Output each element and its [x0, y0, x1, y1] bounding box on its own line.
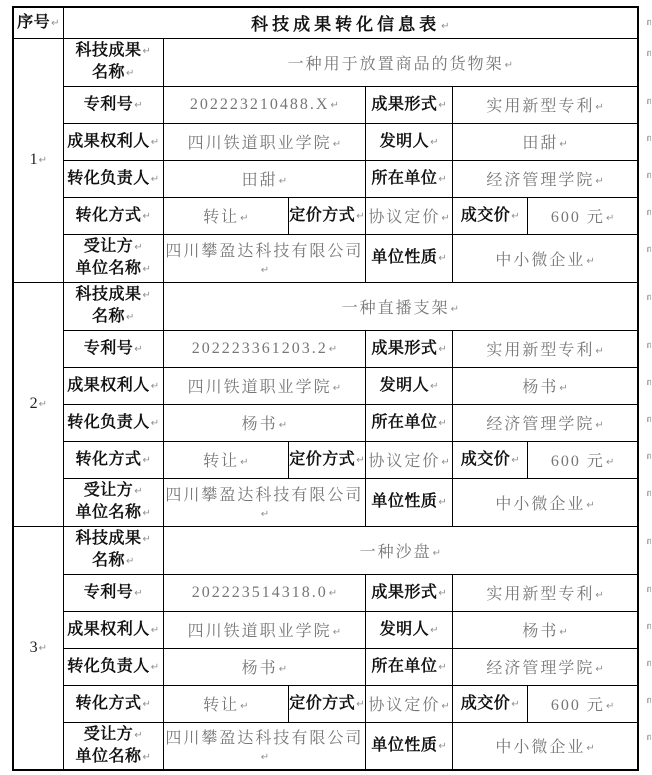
assignee-value: [163, 722, 365, 770]
table-title: 科技成果转化信息表↵: [251, 15, 450, 35]
label-text: 发明人↵: [380, 621, 439, 638]
assignee-value: [163, 234, 365, 282]
paragraph-mark: ↵: [559, 139, 568, 150]
serial-number: 1↵: [29, 151, 47, 168]
label-line: 受让方↵: [84, 482, 143, 499]
paragraph-mark: ↵: [595, 346, 604, 357]
method-label: [63, 197, 163, 234]
paragraph-mark: ↵: [432, 547, 442, 559]
form-value: [453, 330, 651, 367]
value-text: 实用新型专利↵: [486, 98, 604, 115]
paragraph-mark: ↵: [38, 399, 47, 410]
manager-value: [163, 404, 365, 441]
achievement-name-value: [163, 526, 651, 574]
value-text: 600 元↵: [550, 697, 615, 714]
label-text: 发明人↵: [380, 377, 439, 394]
value-text: 杨书↵: [241, 660, 288, 677]
owner-label: [63, 367, 163, 404]
owner-value: [163, 611, 365, 648]
pricing-label: [288, 197, 365, 234]
paragraph-mark: ↵: [511, 210, 520, 222]
paragraph-mark: ↵: [125, 556, 135, 567]
label-line: 名称↵: [92, 308, 134, 325]
value-text: 一种沙盘↵: [359, 543, 442, 561]
paragraph-mark: ↵: [278, 420, 288, 431]
paragraph-mark: ↵: [595, 664, 604, 675]
paragraph-mark: ↵: [142, 290, 151, 301]
paragraph-mark: ↵: [438, 173, 447, 185]
table-row: [13, 441, 638, 478]
value-text: 转让↵: [203, 697, 249, 714]
achievement-name-label: [63, 38, 163, 86]
label-text: 成果形式↵: [371, 584, 446, 601]
row-end-mark: ╻┐: [645, 693, 651, 703]
paragraph-mark: ↵: [150, 417, 160, 429]
paragraph-mark: ↵: [332, 383, 342, 394]
value-text: 实用新型专利↵: [486, 342, 604, 359]
paragraph-mark: ↵: [511, 698, 520, 710]
table-row: [13, 123, 638, 160]
table-row: [13, 160, 638, 197]
table-title-cell: [63, 7, 651, 38]
label-text: 转化方式↵: [75, 451, 150, 468]
unit-label: [366, 160, 453, 197]
table-row: [13, 478, 638, 526]
achievement-name-label: [63, 282, 163, 330]
table-row: [13, 86, 638, 123]
owner-label: [63, 611, 163, 648]
row-end-mark: ╻┐: [645, 205, 651, 215]
serial-number: 3↵: [29, 638, 47, 656]
manager-value: [163, 648, 365, 685]
manager-value: [163, 160, 365, 197]
value-text: 转让↵: [203, 209, 249, 226]
paragraph-mark: ↵: [150, 380, 160, 392]
achievement-name-label: [63, 526, 163, 574]
paragraph-mark: ↵: [142, 698, 151, 710]
paragraph-mark: ↵: [142, 46, 151, 57]
table-row: [13, 685, 638, 722]
label-text: 发明人↵: [380, 133, 439, 150]
tech-transfer-table: [12, 6, 651, 771]
price-value: [528, 441, 651, 478]
value-text: 经济管理学院↵: [486, 416, 604, 433]
paragraph-mark: ↵: [595, 102, 604, 113]
paragraph-mark: ↵: [51, 17, 60, 29]
owner-value: [163, 367, 365, 404]
row-end-mark: ╻┐: [645, 16, 651, 25]
row-end-mark: ╻┐: [645, 242, 651, 252]
label-text: 单位性质↵: [371, 493, 446, 510]
paragraph-mark: ↵: [142, 454, 151, 466]
row-end-mark: ╻┐: [645, 131, 651, 141]
table-row: [13, 330, 638, 367]
paragraph-mark: ↵: [438, 661, 447, 673]
price-label: [453, 441, 528, 478]
paragraph-mark: ↵: [150, 173, 160, 185]
label-text: 转化负责人↵: [67, 170, 159, 187]
nature-label: [366, 722, 453, 770]
label-line: 受让方↵: [84, 238, 143, 255]
table-row: [13, 648, 638, 685]
form-label: [366, 330, 453, 367]
paragraph-mark: ↵: [134, 587, 143, 599]
value-text: 一种用于放置商品的货物架↵: [287, 55, 514, 73]
paragraph-mark: ↵: [260, 508, 270, 520]
paragraph-mark: ↵: [142, 751, 151, 763]
serial-cell: [13, 38, 63, 282]
value-text: 一种直播支架↵: [341, 299, 460, 317]
inventor-value: [453, 123, 651, 160]
table-row: [13, 234, 638, 282]
form-label: [366, 86, 453, 123]
label-line: 单位名称↵: [75, 748, 150, 765]
achievement-name-value: [163, 38, 651, 86]
value-text: 四川攀盈达科技有限公司↵: [165, 486, 364, 520]
row-end-mark: ╻┐: [645, 534, 651, 544]
paragraph-mark: ↵: [38, 642, 47, 654]
nature-label: [366, 234, 453, 282]
label-text: 单位性质↵: [371, 737, 446, 754]
paragraph-mark: ↵: [328, 343, 338, 355]
paragraph-mark: ↵: [605, 701, 615, 712]
paragraph-mark: ↵: [441, 457, 450, 468]
manager-label: [63, 648, 163, 685]
form-value: [453, 86, 651, 123]
paragraph-mark: ↵: [150, 136, 160, 148]
paragraph-mark: ↵: [441, 213, 450, 224]
row-end-mark: ╻┐: [645, 94, 651, 104]
paragraph-mark: ↵: [430, 624, 439, 636]
patent-no-value: [163, 574, 365, 611]
row-end-mark: ╻┐: [645, 290, 651, 300]
table-row: [13, 404, 638, 441]
value-text: 四川铁道职业学院↵: [187, 135, 342, 152]
label-text: 转化方式↵: [75, 207, 150, 224]
pricing-label: [288, 685, 365, 722]
paragraph-mark: ↵: [328, 587, 338, 599]
label-text: 成果权利人↵: [67, 621, 159, 638]
paragraph-mark: ↵: [430, 380, 439, 392]
table-row: [13, 282, 638, 330]
patent-no-label: [63, 330, 163, 367]
manager-label: [63, 160, 163, 197]
label-text: 成交价↵: [461, 451, 520, 468]
paragraph-mark: ↵: [450, 303, 460, 315]
value-text: 600 元↵: [550, 209, 615, 226]
achievement-name-value: [163, 282, 651, 330]
owner-value: [163, 123, 365, 160]
unit-label: [366, 648, 453, 685]
paragraph-mark: ↵: [125, 312, 135, 323]
value-text: 中小微企业↵: [495, 739, 595, 757]
paragraph-mark: ↵: [504, 59, 514, 71]
serial-cell: [13, 282, 63, 526]
value-text: 实用新型专利↵: [486, 586, 604, 603]
value-text: 协议定价↵: [368, 209, 450, 226]
label-text: 成果权利人↵: [67, 133, 159, 150]
paragraph-mark: ↵: [278, 664, 288, 675]
paragraph-mark: ↵: [441, 21, 450, 33]
paragraph-mark: ↵: [356, 454, 365, 466]
paragraph-mark: ↵: [438, 417, 447, 429]
label-text: 所在单位↵: [371, 170, 446, 187]
paragraph-mark: ↵: [586, 255, 595, 267]
price-value: [528, 197, 651, 234]
paragraph-mark: ↵: [586, 743, 595, 755]
price-label: [453, 197, 528, 234]
paragraph-mark: ↵: [142, 210, 151, 222]
label-line: 受让方↵: [84, 726, 143, 743]
paragraph-mark: ↵: [260, 752, 270, 764]
value-text: 经济管理学院↵: [486, 172, 604, 189]
paragraph-mark: ↵: [150, 661, 160, 673]
table-row: [13, 574, 638, 611]
method-label: [63, 685, 163, 722]
value-text: 经济管理学院↵: [486, 660, 604, 677]
paragraph-mark: ↵: [438, 343, 447, 355]
method-label: [63, 441, 163, 478]
paragraph-mark: ↵: [150, 624, 160, 636]
table-row: [13, 526, 638, 574]
paragraph-mark: ↵: [134, 99, 143, 111]
label-line: 科技成果↵: [75, 286, 150, 303]
paragraph-mark: ↵: [240, 457, 249, 468]
label-text: 成果权利人↵: [67, 377, 159, 394]
label-text: 单位性质↵: [371, 249, 446, 266]
row-end-mark: ╻┐: [645, 582, 651, 592]
value-text: 202223514318.0↵: [191, 583, 338, 601]
form-value: [453, 574, 651, 611]
value-text: 田甜↵: [522, 135, 568, 152]
label-text: 所在单位↵: [371, 414, 446, 431]
label-text: 定价方式↵: [289, 695, 364, 712]
paragraph-mark: ↵: [586, 499, 595, 511]
paragraph-mark: ↵: [595, 420, 604, 431]
row-end-mark: ╻┐: [645, 486, 651, 496]
label-text: 专利号↵: [84, 96, 143, 113]
nature-label: [366, 478, 453, 526]
label-line: 科技成果↵: [75, 530, 150, 547]
paragraph-mark: ↵: [438, 587, 447, 599]
assignee-label: [63, 722, 163, 770]
table-row: [13, 38, 638, 86]
inventor-label: [366, 123, 453, 160]
row-end-mark: ╻┐: [645, 656, 651, 666]
paragraph-mark: ↵: [134, 729, 143, 741]
nature-value: [453, 722, 651, 770]
inventor-value: [453, 611, 651, 648]
table-row: [13, 367, 638, 404]
paragraph-mark: ↵: [142, 508, 151, 519]
assignee-value: [163, 478, 365, 526]
paragraph-mark: ↵: [260, 264, 270, 276]
label-line: 单位名称↵: [75, 260, 150, 277]
owner-label: [63, 123, 163, 160]
value-text: 协议定价↵: [368, 697, 450, 714]
paragraph-mark: ↵: [559, 627, 568, 638]
value-text: 四川攀盈达科技有限公司↵: [165, 730, 364, 764]
row-end-mark: ╻┐: [645, 730, 651, 740]
value-text: 杨书↵: [241, 416, 288, 433]
method-value: [163, 441, 288, 478]
paragraph-mark: ↵: [511, 454, 520, 466]
serial-header-cell: [13, 7, 63, 38]
value-text: 中小微企业↵: [495, 495, 595, 513]
paragraph-mark: ↵: [134, 242, 143, 253]
paragraph-mark: ↵: [441, 701, 450, 712]
paragraph-mark: ↵: [240, 701, 249, 712]
paragraph-mark: ↵: [595, 176, 604, 187]
paragraph-mark: ↵: [240, 213, 249, 224]
row-end-mark: ╻┐: [645, 46, 651, 56]
label-text: 转化方式↵: [75, 695, 150, 712]
label-text: 专利号↵: [84, 340, 143, 357]
table-row: [13, 197, 638, 234]
nature-value: [453, 234, 651, 282]
patent-no-label: [63, 86, 163, 123]
unit-value: [453, 160, 651, 197]
label-line: 科技成果↵: [75, 42, 150, 59]
paragraph-mark: ↵: [595, 590, 604, 601]
value-text: 中小微企业↵: [495, 251, 595, 269]
label-text: 定价方式↵: [289, 451, 364, 468]
paragraph-mark: ↵: [134, 343, 143, 355]
value-text: 杨书↵: [522, 379, 568, 396]
row-end-mark: ╻┐: [645, 412, 651, 422]
value-text: 四川铁道职业学院↵: [187, 623, 342, 640]
price-value: [528, 685, 651, 722]
label-text: 转化负责人↵: [67, 658, 159, 675]
value-text: 四川铁道职业学院↵: [187, 379, 342, 396]
patent-no-value: [163, 86, 365, 123]
label-line: 单位名称↵: [75, 504, 150, 521]
row-end-mark: ╻┐: [645, 449, 651, 459]
value-text: 杨书↵: [522, 623, 568, 640]
label-line: 名称↵: [92, 552, 134, 569]
paragraph-mark: ↵: [559, 383, 568, 394]
label-text: 转化负责人↵: [67, 414, 159, 431]
serial-cell: [13, 526, 63, 770]
paragraph-mark: ↵: [438, 99, 447, 111]
inventor-label: [366, 611, 453, 648]
label-text: 所在单位↵: [371, 658, 446, 675]
unit-value: [453, 404, 651, 441]
pricing-value: [366, 685, 453, 722]
row-end-mark: ╻┐: [645, 375, 651, 385]
paragraph-mark: ↵: [438, 253, 447, 264]
inventor-label: [366, 367, 453, 404]
paragraph-mark: ↵: [605, 457, 615, 468]
paragraph-mark: ↵: [330, 99, 339, 111]
paragraph-mark: ↵: [125, 68, 135, 79]
nature-value: [453, 478, 651, 526]
patent-no-value: [163, 330, 365, 367]
assignee-label: [63, 478, 163, 526]
paragraph-mark: ↵: [332, 139, 342, 150]
paragraph-mark: ↵: [438, 740, 447, 752]
serial-header-label: 序号↵: [17, 14, 59, 31]
value-text: 202223361203.2↵: [191, 339, 338, 357]
serial-number: 2↵: [29, 395, 47, 412]
value-text: 协议定价↵: [368, 453, 450, 470]
row-end-mark: ╻┐: [645, 338, 651, 348]
paragraph-mark: ↵: [332, 627, 342, 638]
label-line: 名称↵: [92, 64, 134, 81]
row-end-mark: ╻┐: [645, 619, 651, 629]
patent-no-label: [63, 574, 163, 611]
paragraph-mark: ↵: [278, 176, 288, 187]
value-text: 转让↵: [203, 453, 249, 470]
label-text: 定价方式↵: [289, 207, 364, 224]
method-value: [163, 197, 288, 234]
label-text: 成果形式↵: [371, 340, 446, 357]
method-value: [163, 685, 288, 722]
label-text: 专利号↵: [84, 584, 143, 601]
header-row: [13, 7, 638, 38]
pricing-value: [366, 441, 453, 478]
form-label: [366, 574, 453, 611]
inventor-value: [453, 367, 651, 404]
paragraph-mark: ↵: [605, 213, 615, 224]
label-text: 成果形式↵: [371, 96, 446, 113]
value-text: 四川攀盈达科技有限公司↵: [165, 242, 364, 276]
label-text: 成交价↵: [461, 695, 520, 712]
label-text: 成交价↵: [461, 207, 520, 224]
value-text: 202223210488.X↵: [189, 95, 339, 113]
paragraph-mark: ↵: [438, 497, 447, 508]
table-row: [13, 722, 638, 770]
paragraph-mark: ↵: [38, 155, 47, 166]
paragraph-mark: ↵: [430, 136, 439, 148]
row-end-mark: ╻┐: [645, 168, 651, 178]
paragraph-mark: ↵: [356, 698, 365, 710]
price-label: [453, 685, 528, 722]
paragraph-mark: ↵: [142, 264, 151, 275]
paragraph-mark: ↵: [134, 486, 143, 497]
paragraph-mark: ↵: [356, 210, 365, 222]
pricing-value: [366, 197, 453, 234]
value-text: 田甜↵: [241, 172, 288, 189]
value-text: 600 元↵: [550, 453, 615, 470]
assignee-label: [63, 234, 163, 282]
table-row: [13, 611, 638, 648]
paragraph-mark: ↵: [142, 534, 151, 545]
pricing-label: [288, 441, 365, 478]
manager-label: [63, 404, 163, 441]
unit-value: [453, 648, 651, 685]
unit-label: [366, 404, 453, 441]
